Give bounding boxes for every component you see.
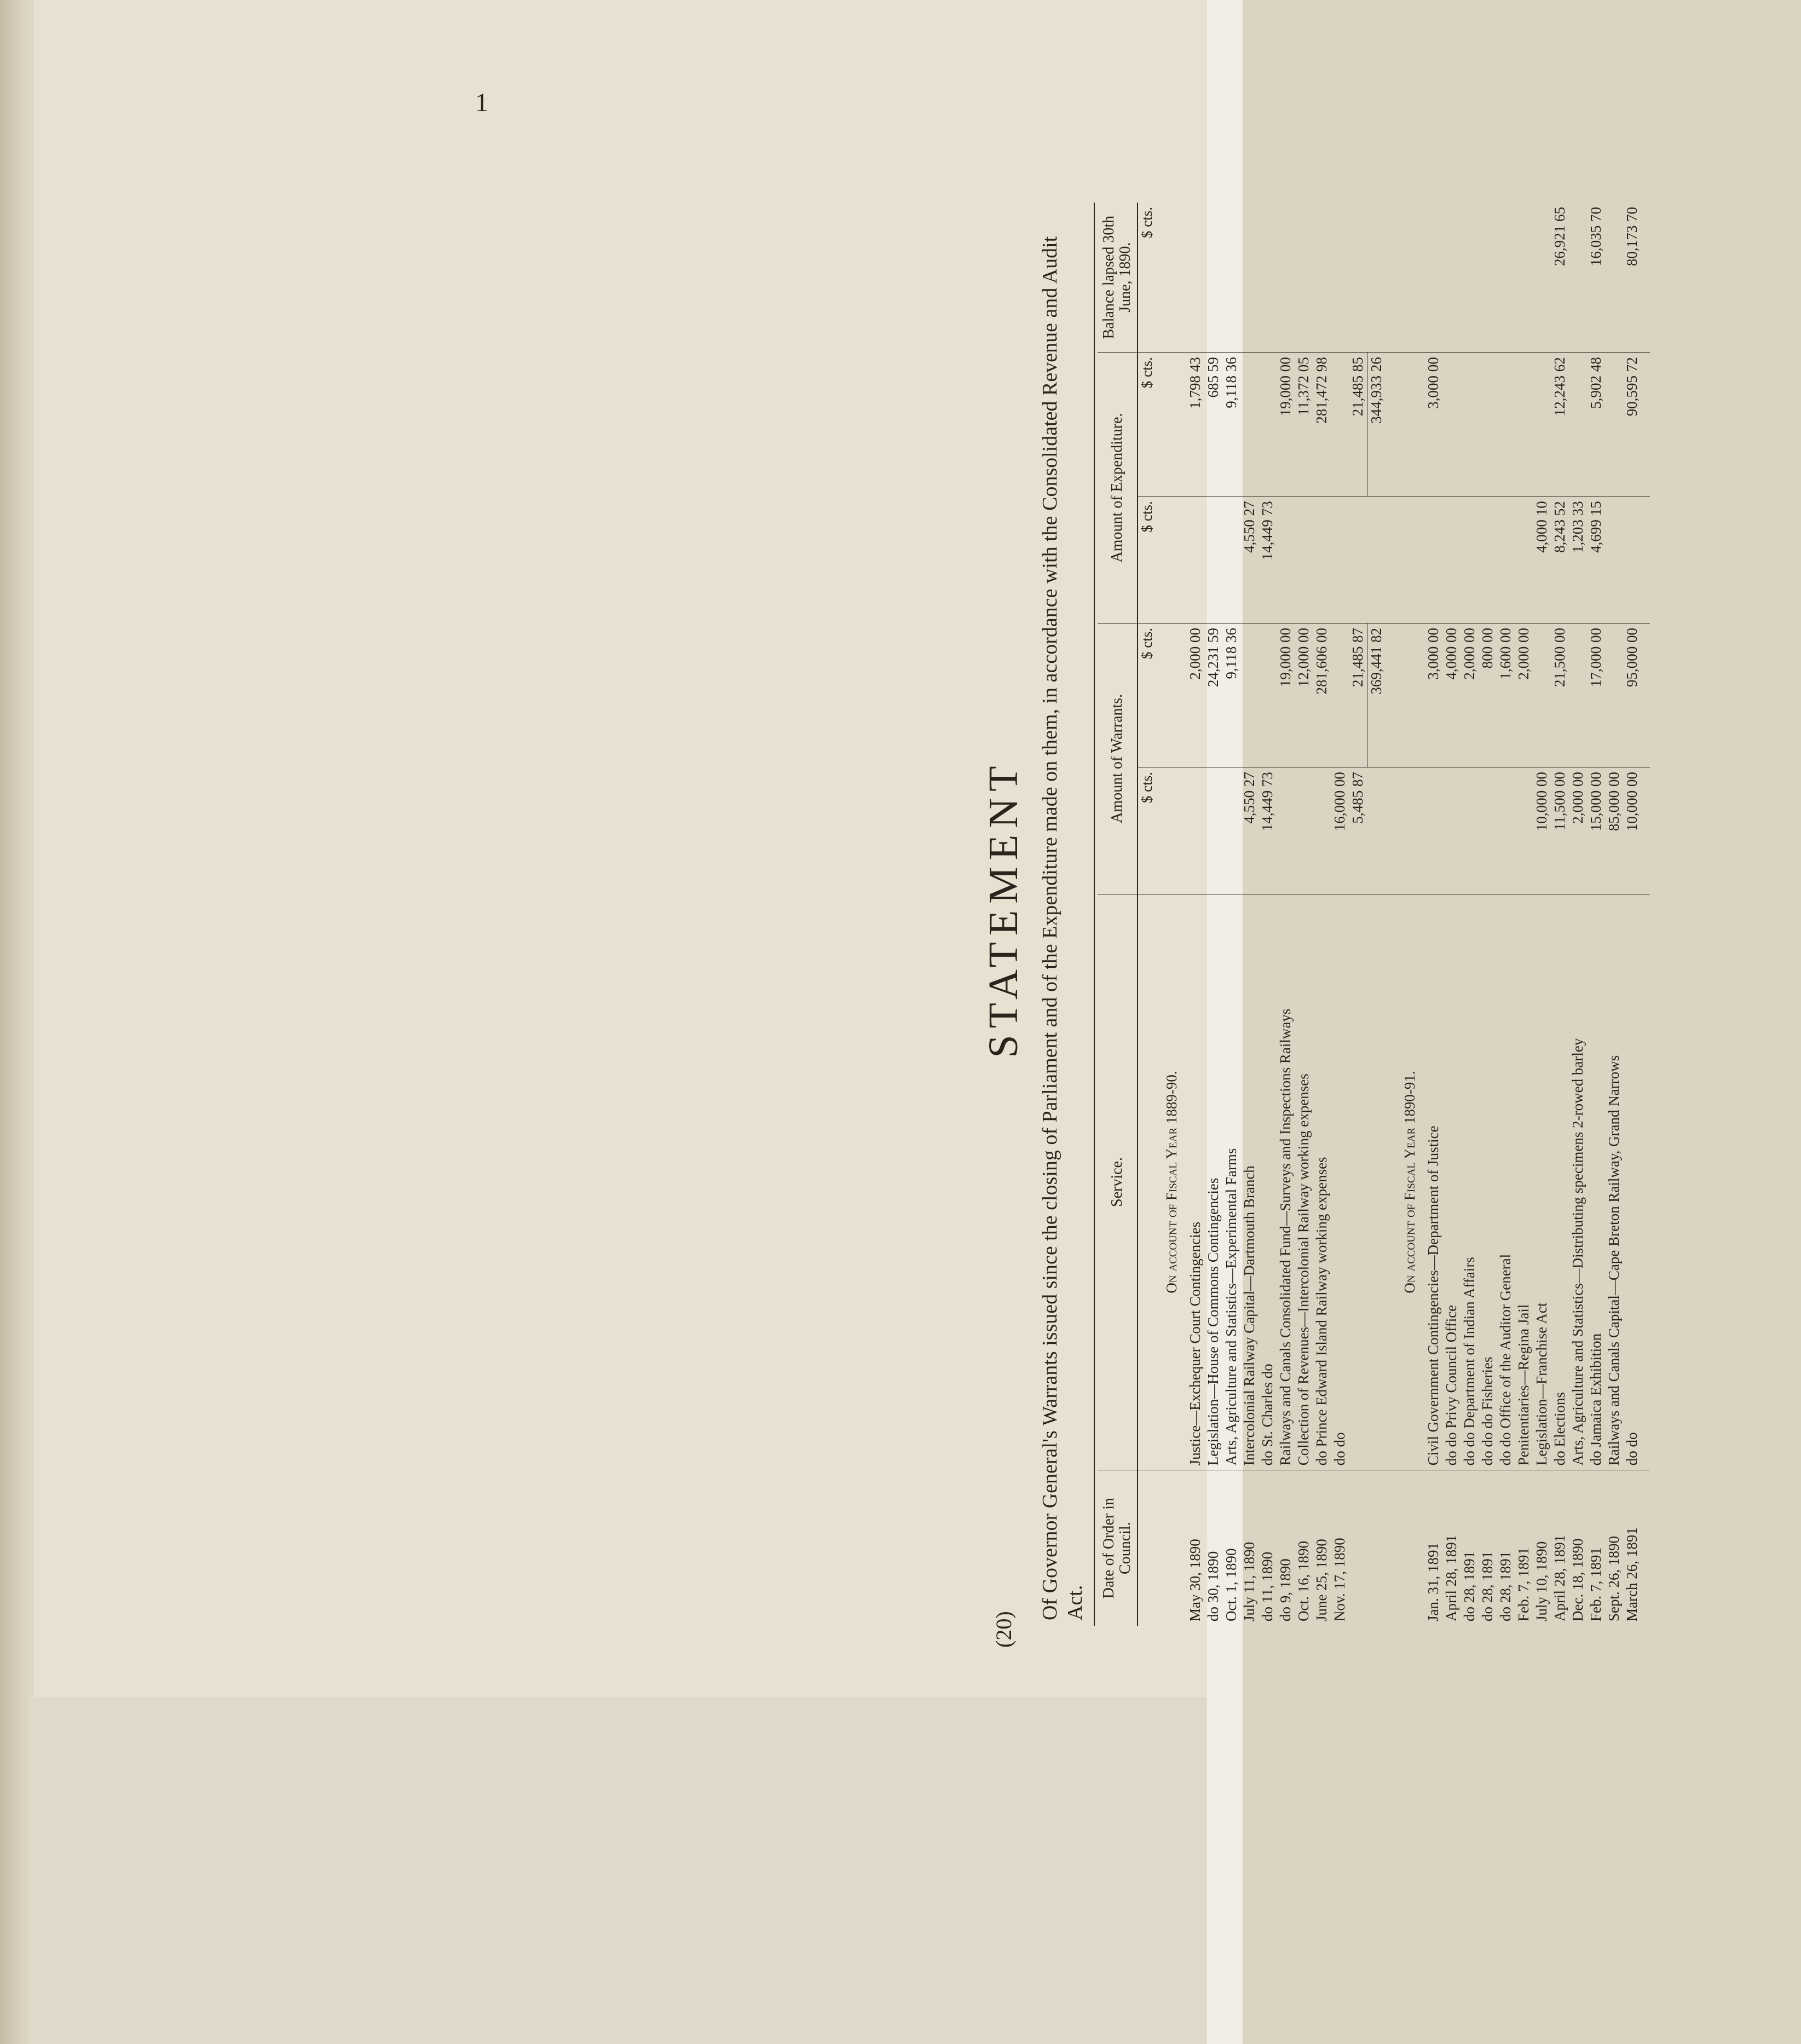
- date-cell: do 11, 1890: [1259, 1551, 1275, 1621]
- warrants-table: [1098, 203, 1650, 1626]
- date-cell: do 28, 1891: [1461, 1551, 1477, 1621]
- expenditure-partial-cell: [1461, 496, 1479, 623]
- service-cell: Civil Government Contingencies—Department of Justice: [1424, 894, 1442, 1470]
- warrant-partial-cell: [1424, 767, 1442, 894]
- expenditure-partial-cell: [1479, 496, 1497, 623]
- warrant-total-cell: [1331, 623, 1349, 767]
- warrant-partial-cell: [1461, 767, 1479, 894]
- expenditure-total-cell: 1,798 43: [1186, 353, 1204, 496]
- expenditure-partial-cell: [1186, 496, 1204, 623]
- expenditure-partial-cell: [1204, 496, 1222, 623]
- expenditure-total-cell: [1515, 353, 1533, 496]
- table-row: [1533, 203, 1551, 1626]
- service-cell: Penitentiaries—Regina Jail: [1515, 894, 1533, 1470]
- expenditure-total-cell: [1569, 353, 1587, 496]
- warrant-total-cell: 21,485 87: [1349, 623, 1367, 767]
- section-total-row: [1367, 203, 1386, 1626]
- expenditure-partial-cell: [1331, 496, 1349, 623]
- expenditure-total-cell: 281,472 98: [1313, 353, 1331, 496]
- expenditure-partial-cell: 14,449 73: [1259, 496, 1277, 623]
- expenditure-total-cell: 5,902 48: [1587, 353, 1605, 496]
- date-cell: June 25, 1890: [1313, 1539, 1330, 1621]
- table-row: [1424, 203, 1442, 1626]
- expenditure-total-cell: [1497, 353, 1515, 496]
- warrant-total-cell: [1605, 623, 1623, 767]
- rotated-statement: [980, 164, 1801, 1653]
- warrant-partial-cell: [1515, 767, 1533, 894]
- warrant-partial-cell: 14,449 73: [1259, 767, 1277, 894]
- service-cell: Legislation—Franchise Act: [1533, 894, 1551, 1470]
- balance-cell: [1277, 203, 1295, 353]
- table-row: [1277, 203, 1295, 1626]
- page-number: 1: [475, 88, 488, 117]
- top-rule: [1094, 203, 1095, 1626]
- balance-cell: [1461, 203, 1479, 353]
- expenditure-partial-cell: [1222, 496, 1240, 623]
- expenditure-total-cell: 19,000 00: [1277, 353, 1295, 496]
- date-cell: do 30, 1890: [1205, 1551, 1221, 1621]
- table-row: [1331, 203, 1349, 1626]
- date-cell: May 30, 1890: [1187, 1539, 1203, 1621]
- table-row: [1551, 203, 1569, 1626]
- header-row: [1098, 203, 1138, 1626]
- date-cell: do 28, 1891: [1497, 1551, 1514, 1621]
- service-cell: Arts, Agriculture and Statistics—Distributing specimens 2-rowed barley: [1569, 894, 1587, 1470]
- expenditure-partial-cell: [1295, 496, 1313, 623]
- balance-cell: 80,173 70: [1623, 203, 1641, 353]
- header-balance: Balance lapsed 30th June, 1890.: [1098, 203, 1138, 353]
- warrant-total-cell: 24,231 59: [1204, 623, 1222, 767]
- warrant-total-cell: 281,606 00: [1313, 623, 1331, 767]
- warrant-partial-cell: [1186, 767, 1204, 894]
- balance-cell: [1204, 203, 1222, 353]
- header-date: Date of Order in Council.: [1100, 1498, 1134, 1599]
- service-cell: do do do Fisheries: [1479, 894, 1497, 1470]
- warrant-total-cell: [1240, 623, 1259, 767]
- service-cell: do do: [1623, 894, 1641, 1470]
- section-heading: On account of Fiscal Year 1890-91.: [1394, 894, 1424, 1470]
- expenditure-partial-cell: [1497, 496, 1515, 623]
- service-cell: do do: [1331, 894, 1349, 1470]
- service-cell: Collection of Revenues—Intercolonial Railway working expenses: [1295, 894, 1313, 1470]
- expenditure-total-cell: [1605, 353, 1623, 496]
- service-cell: Railways and Canals Capital—Cape Breton Railway, Grand Narrows: [1605, 894, 1623, 1470]
- warrant-partial-cell: 15,000 00: [1587, 767, 1605, 894]
- warrant-total-cell: [1259, 623, 1277, 767]
- service-cell: Legislation—House of Commons Contingencies: [1204, 894, 1222, 1470]
- service-cell: Railways and Canals Consolidated Fund—Surveys and Inspections Railways: [1277, 894, 1295, 1470]
- balance-cell: [1533, 203, 1551, 353]
- warrant-partial-cell: [1204, 767, 1222, 894]
- table-row: [1587, 203, 1605, 1626]
- warrant-total-cell: 95,000 00: [1623, 623, 1641, 767]
- table-row: [1186, 203, 1204, 1626]
- balance-cell: 16,035 70: [1587, 203, 1605, 353]
- warrant-partial-cell: [1497, 767, 1515, 894]
- date-cell: Oct. 1, 1890: [1223, 1548, 1239, 1621]
- balance-cell: [1569, 203, 1587, 353]
- balance-cell: [1259, 203, 1277, 353]
- table-row: [1605, 203, 1623, 1626]
- table-body: [1138, 203, 1650, 1626]
- date-cell: March 26, 1891: [1624, 1527, 1640, 1621]
- table-row: [1497, 203, 1515, 1626]
- table-row: [1313, 203, 1331, 1626]
- expenditure-partial-cell: [1424, 496, 1442, 623]
- warrant-total-cell: 17,000 00: [1587, 623, 1605, 767]
- warrant-partial-cell: 10,000 00: [1623, 767, 1641, 894]
- table-row: [1240, 203, 1259, 1626]
- warrant-total-cell: 2,000 00: [1461, 623, 1479, 767]
- expenditure-total: 344,933 26: [1367, 353, 1386, 496]
- balance-cell: [1313, 203, 1331, 353]
- warrant-total-cell: [1569, 623, 1587, 767]
- header-warrants: Amount of Warrants.: [1098, 623, 1138, 894]
- binding-fold: [0, 0, 34, 2044]
- date-cell: April 28, 1891: [1443, 1534, 1459, 1621]
- warrant-partial-cell: 10,000 00: [1533, 767, 1551, 894]
- warrant-partial-cell: [1313, 767, 1331, 894]
- unit-label: $ cts.: [1138, 496, 1156, 623]
- warrant-partial-cell: [1442, 767, 1461, 894]
- table-row: [1569, 203, 1587, 1626]
- unit-label: $ cts.: [1138, 353, 1156, 496]
- date-cell: do 9, 1890: [1277, 1558, 1294, 1621]
- expenditure-partial-cell: 4,000 10: [1533, 496, 1551, 623]
- table-row: [1349, 203, 1367, 1626]
- unit-label: $ cts.: [1138, 767, 1156, 894]
- warrant-partial-cell: 11,500 00: [1551, 767, 1569, 894]
- warrant-total-cell: 2,000 00: [1186, 623, 1204, 767]
- table-row: [1442, 203, 1461, 1626]
- service-cell: do do Office of the Auditor General: [1497, 894, 1515, 1470]
- balance-cell: [1424, 203, 1442, 353]
- warrant-total-cell: [1533, 623, 1551, 767]
- table-row: [1479, 203, 1497, 1626]
- warrant-partial-cell: [1479, 767, 1497, 894]
- date-cell: July 11, 1890: [1241, 1541, 1257, 1621]
- balance-cell: [1222, 203, 1240, 353]
- expenditure-partial-cell: [1277, 496, 1295, 623]
- warrant-partial-cell: 85,000 00: [1605, 767, 1623, 894]
- warrant-total-cell: 9,118 36: [1222, 623, 1240, 767]
- warrant-partial-cell: 4,550 27: [1240, 767, 1259, 894]
- unit-label: $ cts.: [1138, 203, 1156, 353]
- service-cell: do St. Charles do: [1259, 894, 1277, 1470]
- expenditure-total-cell: [1442, 353, 1461, 496]
- service-cell: do Elections: [1551, 894, 1569, 1470]
- spacer-row: [1386, 203, 1394, 1626]
- date-cell: Oct. 16, 1890: [1295, 1541, 1312, 1621]
- expenditure-partial-cell: 8,243 52: [1551, 496, 1569, 623]
- service-cell: do do Privy Council Office: [1442, 894, 1461, 1470]
- section-heading: On account of Fiscal Year 1889-90.: [1156, 894, 1186, 1470]
- balance-cell: [1479, 203, 1497, 353]
- warrant-total-cell: 4,000 00: [1442, 623, 1461, 767]
- balance-cell: [1331, 203, 1349, 353]
- date-cell: Feb. 7, 1891: [1588, 1548, 1604, 1621]
- warrant-partial-cell: 2,000 00: [1569, 767, 1587, 894]
- expenditure-partial-cell: 4,699 15: [1587, 496, 1605, 623]
- statement-subtitle: Of Governor General's Warrants issued since the closing of Parliament and of the Expenditure made on them, in accordance with the Consolidated Revenue and Audit Act.: [1038, 236, 1087, 1620]
- warrant-total-cell: 12,000 00: [1295, 623, 1313, 767]
- balance-cell: [1442, 203, 1461, 353]
- unit-label: $ cts.: [1138, 623, 1156, 767]
- service-cell: Justice—Exchequer Court Contingencies: [1186, 894, 1204, 1470]
- table-row: [1204, 203, 1222, 1626]
- warrant-partial-cell: [1222, 767, 1240, 894]
- service-cell: do do Department of Indian Affairs: [1461, 894, 1479, 1470]
- table-row: [1259, 203, 1277, 1626]
- date-cell: do 28, 1891: [1479, 1551, 1496, 1621]
- expenditure-partial-cell: [1623, 496, 1641, 623]
- warrant-partial-cell: 16,000 00: [1331, 767, 1349, 894]
- lower-sheet: [30, 1697, 1207, 2044]
- date-cell: Jan. 31, 1891: [1425, 1543, 1441, 1621]
- document-number: (20): [991, 1611, 1016, 1648]
- warrant-total-cell: 1,600 00: [1497, 623, 1515, 767]
- expenditure-partial-cell: 1,203 33: [1569, 496, 1587, 623]
- warrant-total-cell: 2,000 00: [1515, 623, 1533, 767]
- service-cell: Intercolonial Railway Capital—Dartmouth Branch: [1240, 894, 1259, 1470]
- balance-cell: [1605, 203, 1623, 353]
- warrant-partial-cell: 5,485 87: [1349, 767, 1367, 894]
- table-row: [1623, 203, 1641, 1626]
- balance-cell: [1497, 203, 1515, 353]
- expenditure-total-cell: 90,595 72: [1623, 353, 1641, 496]
- date-cell: Feb. 7, 1891: [1515, 1548, 1532, 1621]
- warrant-partial-cell: [1277, 767, 1295, 894]
- expenditure-total-cell: [1259, 353, 1277, 496]
- warrant-partial-cell: [1295, 767, 1313, 894]
- expenditure-total-cell: 685 59: [1204, 353, 1222, 496]
- table-row: [1515, 203, 1533, 1626]
- spacer-row: [1641, 203, 1650, 1626]
- date-cell: July 10, 1890: [1533, 1541, 1550, 1621]
- balance-cell: 26,921 65: [1551, 203, 1569, 353]
- section-heading-row: [1156, 203, 1186, 1626]
- balance-cell: [1349, 203, 1367, 353]
- warrant-total-cell: 3,000 00: [1424, 623, 1442, 767]
- balance-cell: [1295, 203, 1313, 353]
- warrant-total-cell: 21,500 00: [1551, 623, 1569, 767]
- expenditure-partial-cell: 4,550 27: [1240, 496, 1259, 623]
- table-row: [1461, 203, 1479, 1626]
- expenditure-total-cell: [1479, 353, 1497, 496]
- expenditure-total-cell: [1331, 353, 1349, 496]
- unit-row: [1138, 203, 1156, 1626]
- header-expenditure: Amount of Expenditure.: [1098, 353, 1138, 623]
- service-cell: Arts, Agriculture and Statistics—Experimental Farms: [1222, 894, 1240, 1470]
- expenditure-partial-cell: [1313, 496, 1331, 623]
- date-cell: Nov. 17, 1890: [1331, 1538, 1348, 1621]
- expenditure-total-cell: 21,485 85: [1349, 353, 1367, 496]
- warrant-total-cell: 19,000 00: [1277, 623, 1295, 767]
- expenditure-total-cell: 12,243 62: [1551, 353, 1569, 496]
- service-cell: [1349, 894, 1367, 1470]
- balance-cell: [1240, 203, 1259, 353]
- statement-title: STATEMENT: [980, 759, 1026, 1058]
- table-row: [1222, 203, 1240, 1626]
- expenditure-total-cell: [1240, 353, 1259, 496]
- section-heading-row: [1394, 203, 1424, 1626]
- expenditure-partial-cell: [1605, 496, 1623, 623]
- expenditure-total-cell: [1533, 353, 1551, 496]
- date-cell: [1349, 1470, 1367, 1626]
- expenditure-total-cell: [1461, 353, 1479, 496]
- balance-cell: [1515, 203, 1533, 353]
- date-cell: April 28, 1891: [1551, 1534, 1568, 1621]
- expenditure-total-cell: 9,118 36: [1222, 353, 1240, 496]
- expenditure-partial-cell: [1349, 496, 1367, 623]
- service-cell: do Prince Edward Island Railway working expenses: [1313, 894, 1331, 1470]
- expenditure-partial-cell: [1515, 496, 1533, 623]
- table-row: [1295, 203, 1313, 1626]
- expenditure-partial-cell: [1442, 496, 1461, 623]
- expenditure-total-cell: 11,372 05: [1295, 353, 1313, 496]
- warrants-total: 369,441 82: [1367, 623, 1386, 767]
- date-cell: Sept. 26, 1890: [1606, 1535, 1622, 1621]
- date-cell: Dec. 18, 1890: [1569, 1538, 1586, 1621]
- warrant-total-cell: 800 00: [1479, 623, 1497, 767]
- header-service: Service.: [1098, 894, 1138, 1470]
- balance-cell: [1186, 203, 1204, 353]
- service-cell: do Jamaica Exhibition: [1587, 894, 1605, 1470]
- expenditure-total-cell: 3,000 00: [1424, 353, 1442, 496]
